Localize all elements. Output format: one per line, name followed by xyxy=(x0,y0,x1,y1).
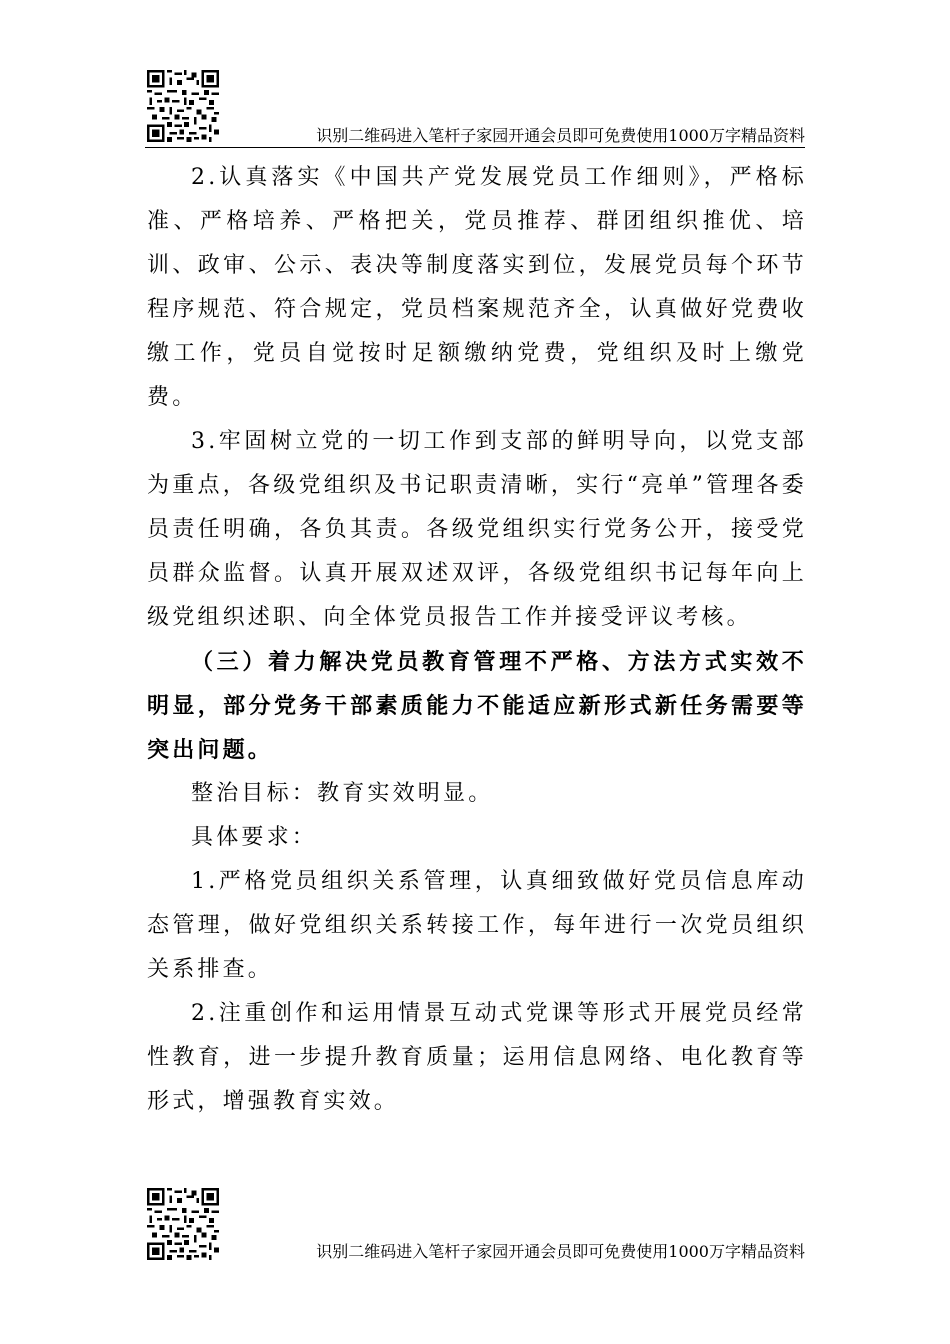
page-header xyxy=(145,68,805,152)
section-heading: （三）着力解决党员教育管理不严格、方法方式实效不明显，部分党务干部素质能力不能适应新形式新任务需要等突出问题。 xyxy=(147,649,807,763)
paragraph: 2.认真落实《中国共产党发展党员工作细则》，严格标准、严格培养、严格把关，党员推荐、群团组织推优、培训、政审、公示、表决等制度落实到位，发展党员每个环节程序规范、符合规定，党员档案规范齐全，认真做好党费收缴工作，党员自觉按时足额缴纳党费，党组织及时上缴党费。 xyxy=(147,165,807,410)
paragraph: 2.注重创作和运用情景互动式党课等形式开展党员经常性教育，进一步提升教育质量；运用信息网络、电化教育等形式，增强教育实效。 xyxy=(147,1001,807,1114)
qr-code-icon[interactable] xyxy=(147,70,219,142)
paragraph: 3.牢固树立党的一切工作到支部的鲜明导向，以党支部为重点，各级党组织及书记职责清晰，实行“亮单”管理各委员责任明确，各负其责。各级党组织实行党务公开，接受党员群众监督。认真开展双述双评，各级党组织书记每年向上级党组织述职、向全体党员报告工作并接受评议考核。 xyxy=(147,429,807,630)
page-footer xyxy=(145,1186,805,1270)
footer-banner-text: 识别二维码进入笔杆子家园开通会员即可免费使用1000万字精品资料 xyxy=(316,1242,805,1261)
paragraph: 整治目标：教育实效明显。 xyxy=(191,781,494,806)
paragraph: 具体要求： xyxy=(191,825,318,850)
header-rule xyxy=(145,147,805,148)
paragraph: 1.严格党员组织关系管理，认真细致做好党员信息库动态管理，做好党组织关系转接工作，每年进行一次党员组织关系排查。 xyxy=(147,869,807,982)
document-body xyxy=(147,156,807,1124)
header-banner-text: 识别二维码进入笔杆子家园开通会员即可免费使用1000万字精品资料 xyxy=(316,126,805,145)
qr-code-icon[interactable] xyxy=(147,1188,219,1260)
